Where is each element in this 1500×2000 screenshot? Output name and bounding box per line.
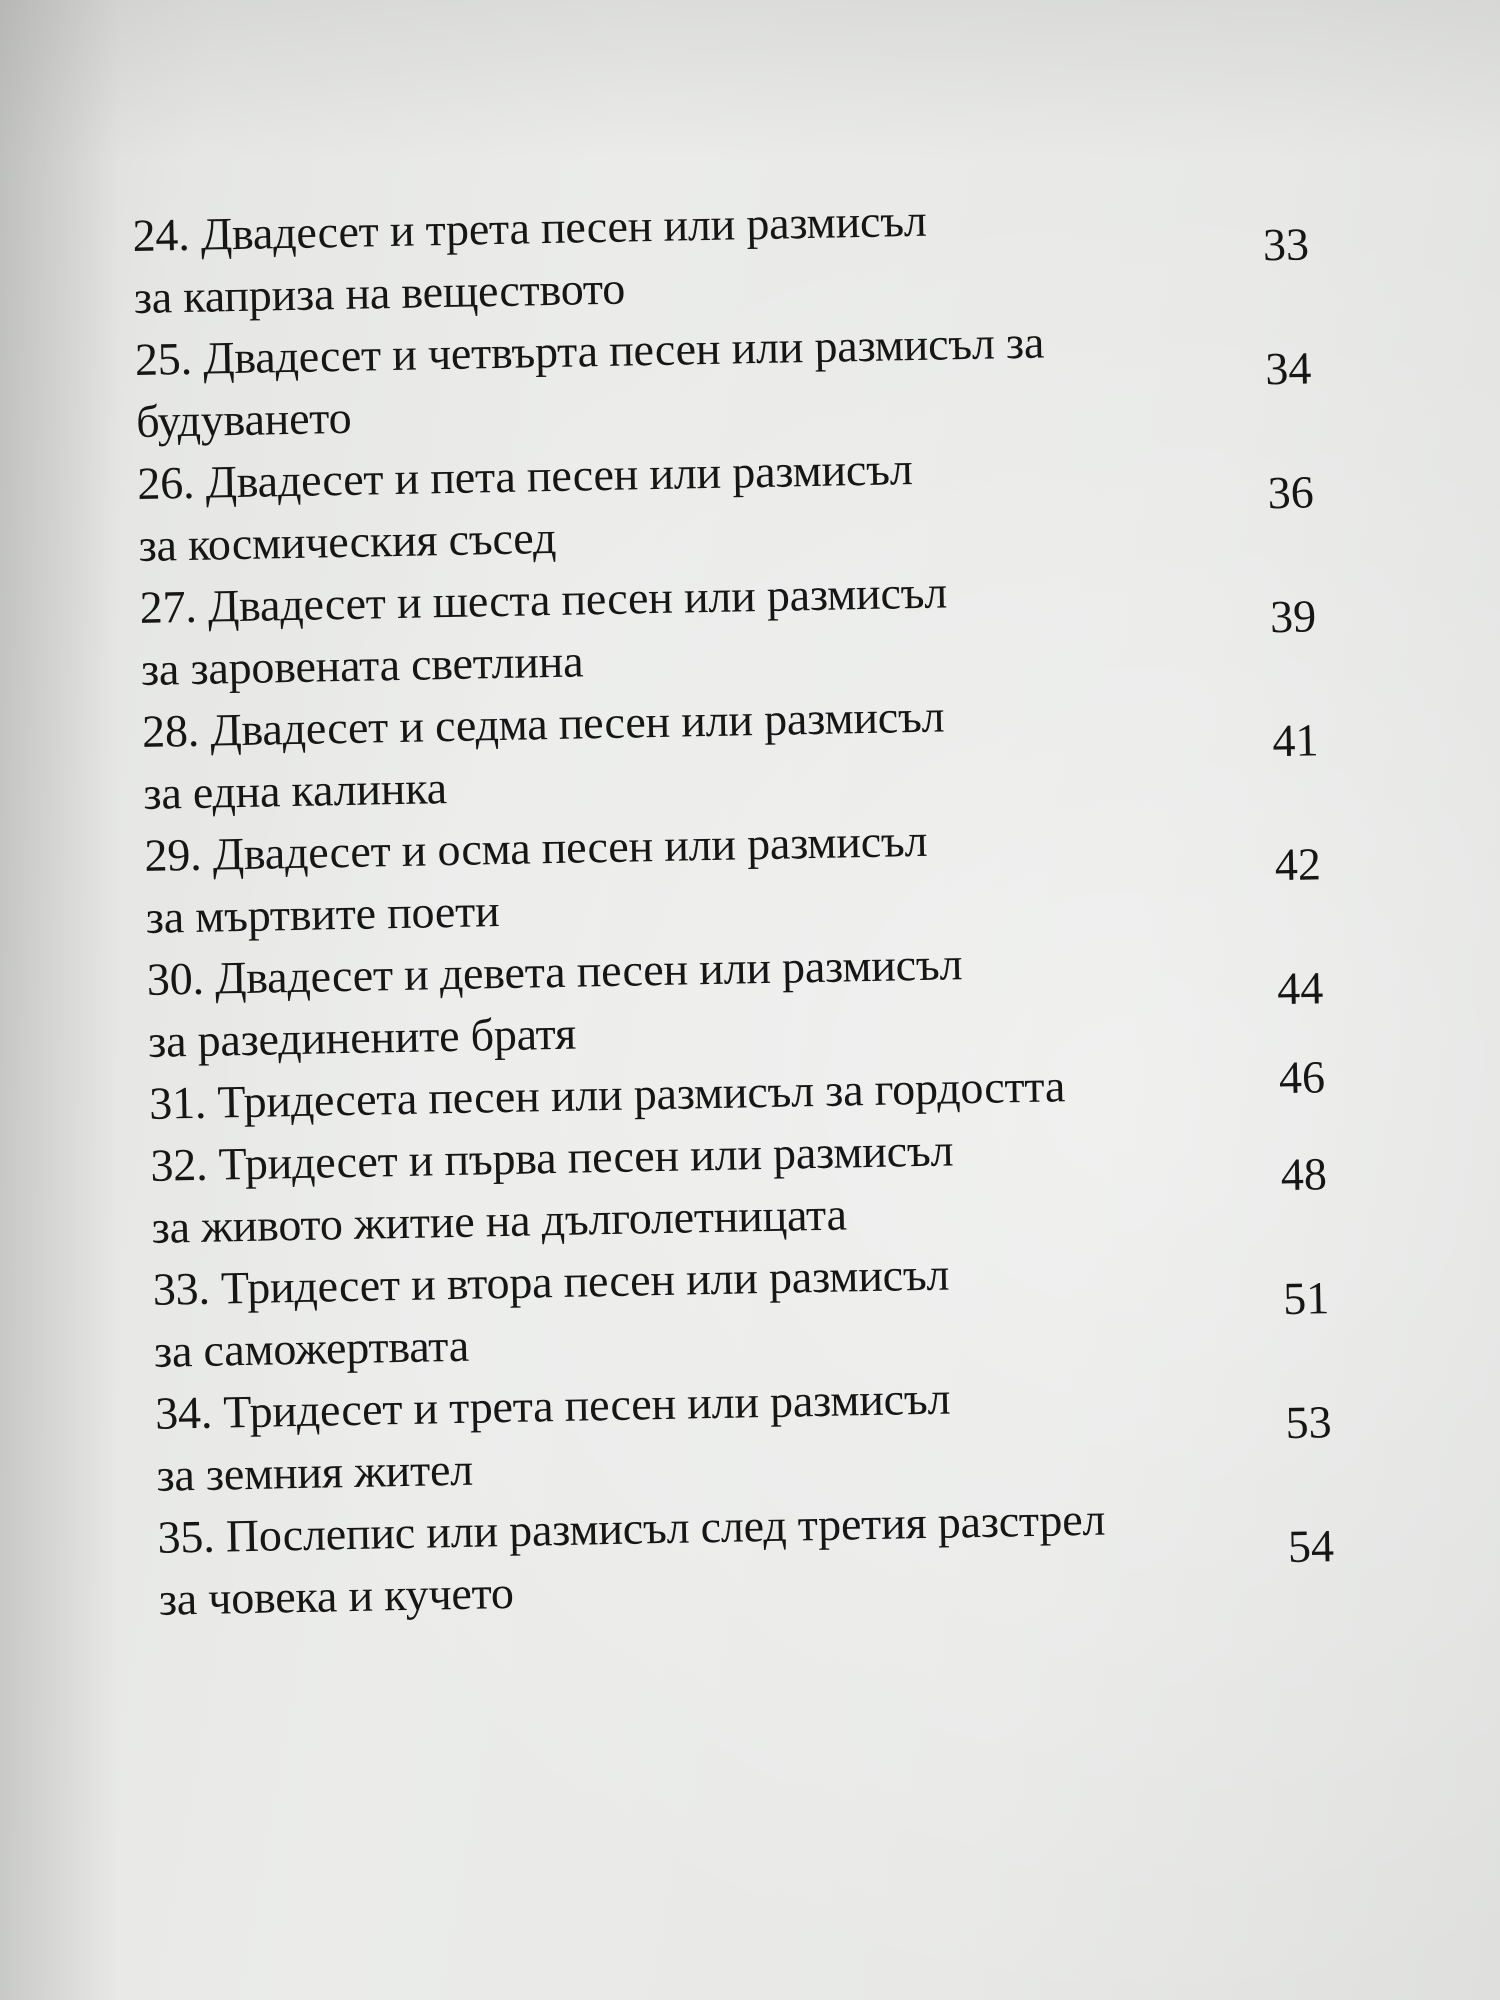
toc-entry-title-line1: 30. Двадесет и девета песен или размисъл: [146, 938, 963, 1005]
toc-entry-title-line1: 31. Тридесета песен или размисъл за гордостта: [148, 1060, 1066, 1129]
toc-entry-title-line1: 33. Тридесет и втора песен или размисъл: [152, 1248, 950, 1315]
toc-entry-page-number: 53: [1285, 1396, 1333, 1449]
toc-entry-28: [142, 678, 1344, 825]
toc-entry-title-line1: 28. Двадесет и седма песен или размисъл: [141, 690, 945, 757]
page-shadow-left: [0, 0, 120, 2000]
toc-entry-page-number: 42: [1274, 838, 1322, 891]
page-shadow-top: [0, 0, 1500, 160]
toc-entry-title-line2: за разединените братя: [147, 1007, 577, 1067]
toc-entry-title-line2: за саможертвата: [153, 1319, 470, 1377]
toc-entry-title-line1: 24. Двадесет и трета песен или размисъл: [132, 194, 927, 261]
toc-entry-title-line2: за земния жител: [155, 1443, 474, 1501]
toc-entry-page-number: 36: [1267, 466, 1315, 519]
toc-entry-title-line1: 32. Тридесет и първа песен или размисъл: [149, 1124, 954, 1191]
toc-entry-29: [144, 802, 1346, 949]
toc-entry-26: [137, 430, 1339, 577]
toc-entry-page-number: 54: [1287, 1520, 1335, 1573]
toc-entry-title-line2: за една калинка: [142, 762, 448, 819]
toc-entry-title-line1: 35. Послепис или размисъл след третия разстрел: [157, 1493, 1106, 1563]
toc-entry-24: [132, 182, 1334, 329]
toc-entry-27: [139, 554, 1341, 701]
toc-entry-title-line2: за заровената светлина: [140, 635, 584, 695]
toc-entry-title-line2: за човека и кучето: [158, 1566, 515, 1625]
toc-entry-page-number: 33: [1262, 218, 1310, 271]
toc-entry-25: [134, 306, 1336, 453]
toc-entry-30: [146, 926, 1348, 1073]
toc-entry-page-number: 34: [1264, 342, 1312, 395]
toc-entry-35: [157, 1484, 1359, 1631]
table-of-contents: [132, 182, 1359, 1631]
toc-entry-title-line2: будуването: [135, 391, 352, 447]
toc-entry-page-number: 48: [1280, 1148, 1328, 1201]
toc-entry-title-line2: за живото житие на дълголетницата: [151, 1188, 848, 1253]
toc-entry-title-line1: 25. Двадесет и четвърта песен или размисъл за: [134, 316, 1045, 385]
toc-entry-33: [152, 1236, 1354, 1383]
toc-entry-32: [150, 1112, 1352, 1259]
toc-entry-page-number: 39: [1269, 590, 1317, 643]
toc-entry-title-line1: 34. Тридесет и трета песен или размисъл: [154, 1372, 951, 1439]
toc-entry-title-line2: за каприза на веществото: [133, 262, 626, 323]
toc-entry-title-line2: за мъртвите поети: [145, 885, 500, 943]
toc-entry-page-number: 46: [1278, 1051, 1326, 1104]
toc-entry-title-line2: за космическия съсед: [138, 511, 557, 571]
toc-entry-page-number: 51: [1282, 1272, 1330, 1325]
toc-entry-page-number: 41: [1272, 714, 1319, 767]
toc-entry-title-line1: 27. Двадесет и шеста песен или размисъл: [139, 566, 948, 633]
toc-entry-title-line1: 26. Двадесет и пета песен или размисъл: [136, 443, 913, 509]
toc-entry-page-number: 44: [1276, 962, 1324, 1015]
toc-entry-34: [155, 1360, 1357, 1507]
toc-entry-title-line1: 29. Двадесет и осма песен или размисъл: [143, 814, 928, 881]
